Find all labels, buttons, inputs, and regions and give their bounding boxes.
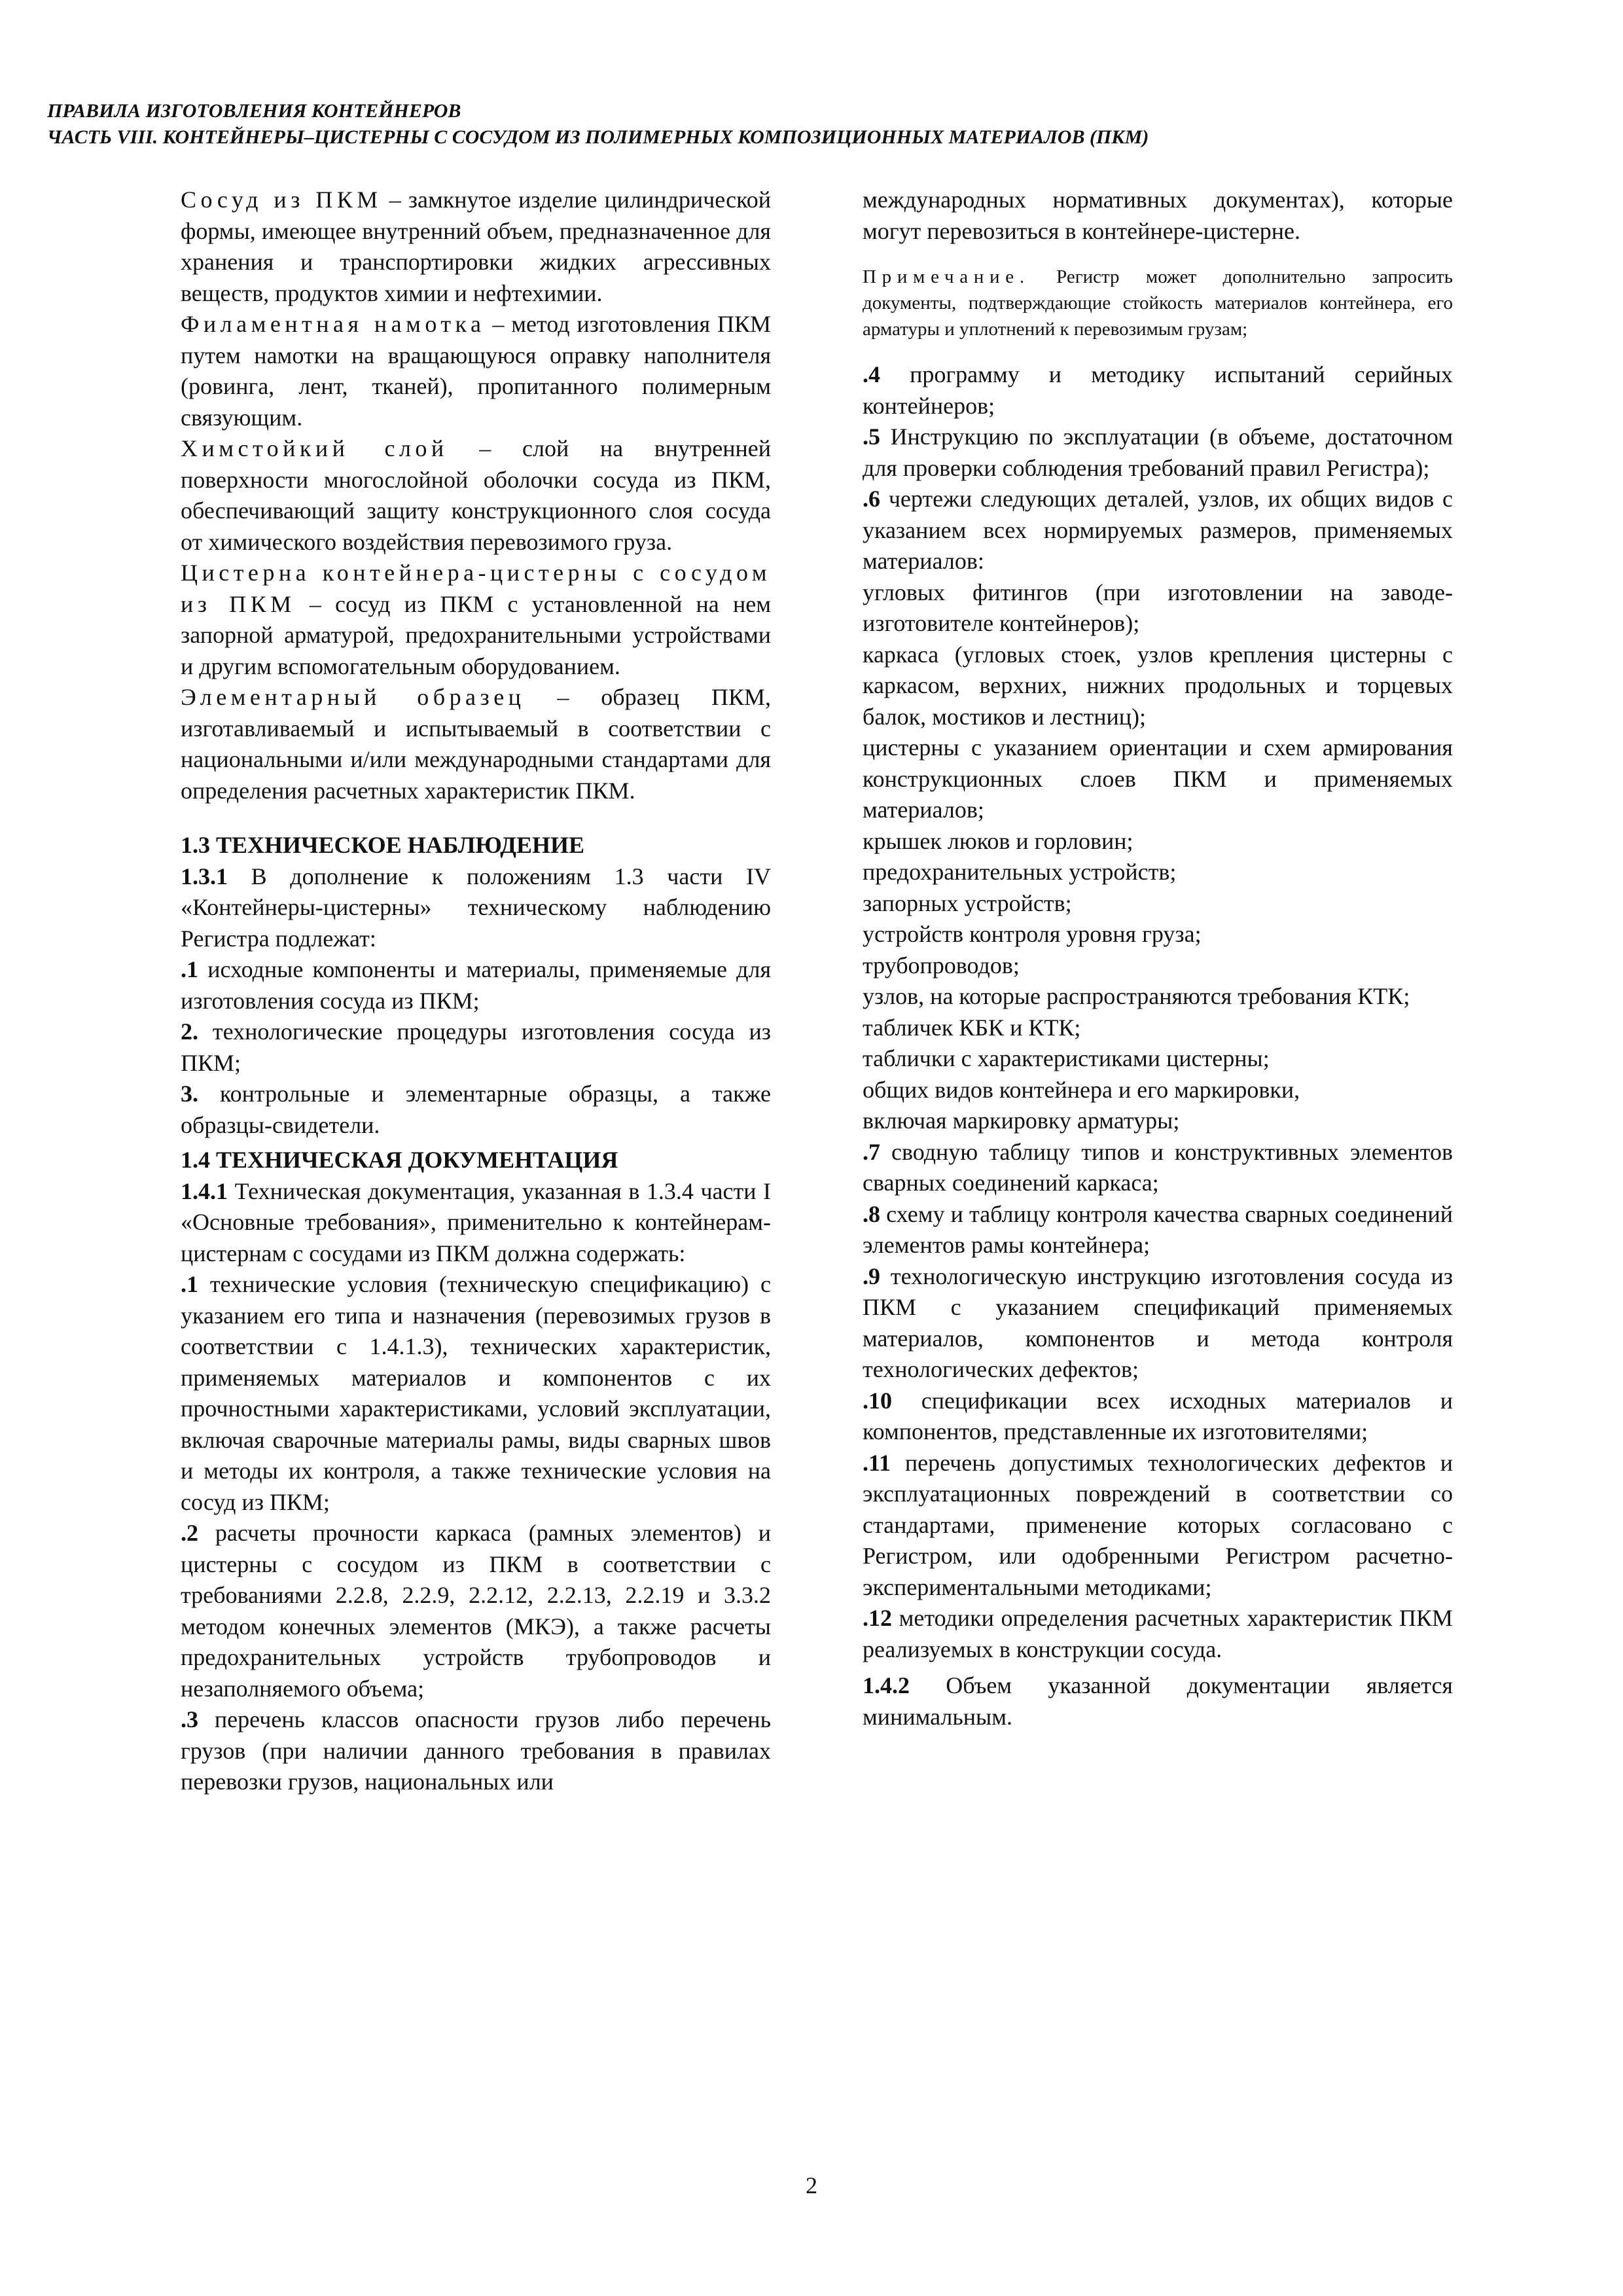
item-number: .1 <box>181 956 198 982</box>
list-item <box>863 1603 1453 1665</box>
note <box>863 264 1453 342</box>
list-item <box>181 1079 771 1141</box>
item-text: расчеты прочности каркаса (рамных элементов) и цистерны с сосудом из ПКМ в соответствии с требованиями 2.2.8, 2.2.9, 2.2.12, 2.2.13, 2.2.19 и 3.3.2 методом конечных элементов (МКЭ), а также расчеты предохранительных устройств трубопроводов и незаполняемого объема; <box>181 1520 771 1702</box>
item-number: .9 <box>863 1263 880 1289</box>
item-text: технологическую инструкцию изготовления сосуда из ПКМ с указанием спецификаций применяемых материалов, компонентов и метода контроля технологических дефектов; <box>863 1263 1453 1382</box>
definition-chemical-layer <box>181 433 771 558</box>
drawing-list-line: табличек КБК и КТК; <box>863 1014 1081 1041</box>
item-number: 3. <box>181 1081 198 1107</box>
list-item <box>181 1518 771 1704</box>
drawing-list-line: запорных устройств; <box>863 889 1072 916</box>
item-text: технологические процедуры изготовления сосуда из ПКМ; <box>181 1018 771 1076</box>
continued-text: международных нормативных документах), которые могут перевозиться в контейнере-цистерне. <box>863 187 1453 244</box>
paragraph-number: 1.4.2 <box>863 1672 910 1698</box>
item-text: Инструкцию по эксплуатации (в объеме, достаточном для проверки соблюдения требований правил Регистра); <box>863 423 1453 481</box>
drawing-list-line: крышек люков и горловин; <box>863 827 1133 854</box>
page-number: 2 <box>806 2172 817 2198</box>
drawing-list-line: каркаса (угловых стоек, узлов крепления цистерны с каркасом, верхних, нижних продольных и торцевых балок, мостиков и лестниц); <box>863 641 1453 730</box>
section-title-1-4: 1.4 ТЕХНИЧЕСКАЯ ДОКУМЕНТАЦИЯ <box>181 1147 618 1173</box>
definition-vessel <box>181 185 771 309</box>
item-text: чертежи следующих деталей, узлов, их общих видов с указанием всех нормируемых размеров, применяемых материалов: <box>863 486 1453 574</box>
paragraph-number: 1.4.1 <box>181 1177 228 1204</box>
item-number: .5 <box>863 423 880 450</box>
term: Химстойкий слой <box>181 435 448 461</box>
item-number: .10 <box>863 1387 892 1414</box>
item-text: контрольные и элементарные образцы, а также образцы-свидетели. <box>181 1081 771 1138</box>
list-item <box>863 1386 1453 1448</box>
item-number: .2 <box>181 1520 198 1546</box>
definition-text: – сосуд из ПКМ с установленной на нем запорной арматурой, предохранительными устройствами и другим вспомогательным оборудованием. <box>181 590 772 679</box>
list-item <box>863 1448 1453 1604</box>
list-item <box>863 1261 1453 1386</box>
list-item <box>863 1199 1453 1261</box>
drawing-list-line: предохранительных устройств; <box>863 859 1177 885</box>
item-text: перечень допустимых технологических дефектов и эксплуатационных повреждений в соответствии со стандартами, применение которых согласовано с Регистром, или одобренными Регистром расчетно-экспериментальными методиками; <box>863 1449 1453 1600</box>
definition-text: – замкнутое изделие цилиндрической формы, имеющее внутренний объем, предназначенное для хранения и транспортировки жидких агрессивных веществ, продуктов химии и нефтехимии. <box>181 187 771 306</box>
item-text: схему и таблицу контроля качества сварных соединений элементов рамы контейнера; <box>863 1200 1453 1258</box>
paragraph-number: 1.3.1 <box>181 863 228 889</box>
left-column <box>181 185 771 1798</box>
paragraph-text: В дополнение к положениям 1.3 части IV «Контейнеры-цистерны» техническому наблюдению Регистра подлежат: <box>181 863 771 952</box>
definition-filament-winding <box>181 309 771 433</box>
drawing-list-line: трубопроводов; <box>863 952 1020 978</box>
list-item <box>863 484 1453 577</box>
paragraph-1-4-2 <box>863 1670 1453 1732</box>
list-item <box>181 1016 771 1079</box>
drawing-list-line: цистерны с указанием ориентации и схем армирования конструкционных слоев ПКМ и применяемых материалов; <box>863 734 1453 823</box>
definition-text: – метод изготовления ПКМ путем намотки на вращающуюся оправку наполнителя (ровинга, лент, тканей), пропитанного полимерным связующим. <box>181 311 771 431</box>
item-number: .8 <box>863 1200 880 1227</box>
paragraph-text: Объем указанной документации является минимальным. <box>863 1672 1453 1730</box>
item-number: .3 <box>181 1706 198 1732</box>
paragraph-1-3-1 <box>181 861 771 955</box>
drawing-list-line: угловых фитингов (при изготовлении на заводе-изготовителе контейнеров); <box>863 579 1453 636</box>
item-number: .12 <box>863 1605 892 1631</box>
item-text: программу и методику испытаний серийных контейнеров; <box>863 361 1453 419</box>
item-number: .4 <box>863 361 880 387</box>
item-number: 2. <box>181 1018 198 1045</box>
item-number: .1 <box>181 1271 198 1297</box>
drawing-list-line: таблички с характеристиками цистерны; <box>863 1045 1270 1071</box>
drawing-list-line: узлов, на которые распространяются требования КТК; <box>863 983 1410 1009</box>
section-title-1-3: 1.3 ТЕХНИЧЕСКОЕ НАБЛЮДЕНИЕ <box>181 832 585 858</box>
list-item <box>181 954 771 1016</box>
running-header-title: ПРАВИЛА ИЗГОТОВЛЕНИЯ КОНТЕЙНЕРОВ <box>47 100 461 122</box>
definition-elementary-sample <box>181 682 771 806</box>
item-number: .6 <box>863 486 880 512</box>
item-text: технические условия (техническую спецификацию) с указанием его типа и назначения (перевозимых грузов в соответствии с 1.4.1.3), технических характеристик, применяемых материалов и компонентов с их прочностными характеристиками, условий эксплуатации, включая сварочные материалы рамы, виды сварных швов и методы их контроля, а также технические условия на сосуд из ПКМ; <box>181 1271 771 1515</box>
list-item <box>181 1269 771 1518</box>
list-item <box>863 422 1453 484</box>
item-text: спецификации всех исходных материалов и компонентов, представленные их изготовителями; <box>863 1387 1453 1444</box>
item-text: методики определения расчетных характеристик ПКМ реализуемых в конструкции сосуда. <box>863 1605 1453 1662</box>
list-item <box>181 1704 771 1798</box>
term: Сосуд из ПКМ <box>181 187 382 213</box>
item-number: .11 <box>863 1449 891 1476</box>
note-text: Регистр может дополнительно запросить документы, подтверждающие стойкость материалов контейнера, его арматуры и уплотнений к перевозимым грузам; <box>863 266 1453 340</box>
drawing-list-line: устройств контроля уровня груза; <box>863 921 1202 947</box>
drawing-list-line: общих видов контейнера и его маркировки, <box>863 1076 1300 1103</box>
term: Элементарный образец <box>181 684 526 710</box>
item-number: .7 <box>863 1138 880 1165</box>
term: Филаментная намотка <box>181 311 486 337</box>
definition-text: – слой на внутренней поверхности многослойной оболочки сосуда из ПКМ, обеспечивающий защиту конструкционного слоя сосуда от химического воздействия перевозимого груза. <box>181 435 771 555</box>
list-item <box>863 1137 1453 1199</box>
item-text: сводную таблицу типов и конструктивных элементов сварных соединений каркаса; <box>863 1138 1453 1196</box>
drawing-list-line: включая маркировку арматуры; <box>863 1107 1180 1134</box>
item-text: перечень классов опасности грузов либо перечень грузов (при наличии данного требования в правилах перевозки грузов, национальных или <box>181 1706 771 1795</box>
paragraph-1-4-1 <box>181 1176 771 1270</box>
paragraph-text: Техническая документация, указанная в 1.3.4 части I «Основные требования», применительно к контейнерам-цистернам с сосудами из ПКМ должна содержать: <box>181 1177 771 1266</box>
running-header <box>47 98 1578 151</box>
term: Цистерна контейнера-цистерны с сосудом из ПКМ <box>181 560 771 617</box>
running-header-subtitle: ЧАСТЬ VIII. КОНТЕЙНЕРЫ–ЦИСТЕРНЫ С СОСУДОМ ИЗ ПОЛИМЕРНЫХ КОМПОЗИЦИОННЫХ МАТЕРИАЛОВ (ПКМ) <box>47 126 1149 148</box>
definition-text: – образец ПКМ, изготавливаемый и испытываемый в соответствии с национальными и/или международными стандартами для определения расчетных характеристик ПКМ. <box>181 684 771 804</box>
right-column <box>863 185 1453 1732</box>
list-item <box>863 359 1453 422</box>
item-text: исходные компоненты и материалы, применяемые для изготовления сосуда из ПКМ; <box>181 956 771 1014</box>
definition-tank <box>181 558 771 682</box>
note-label: Примечание. <box>863 266 1030 287</box>
